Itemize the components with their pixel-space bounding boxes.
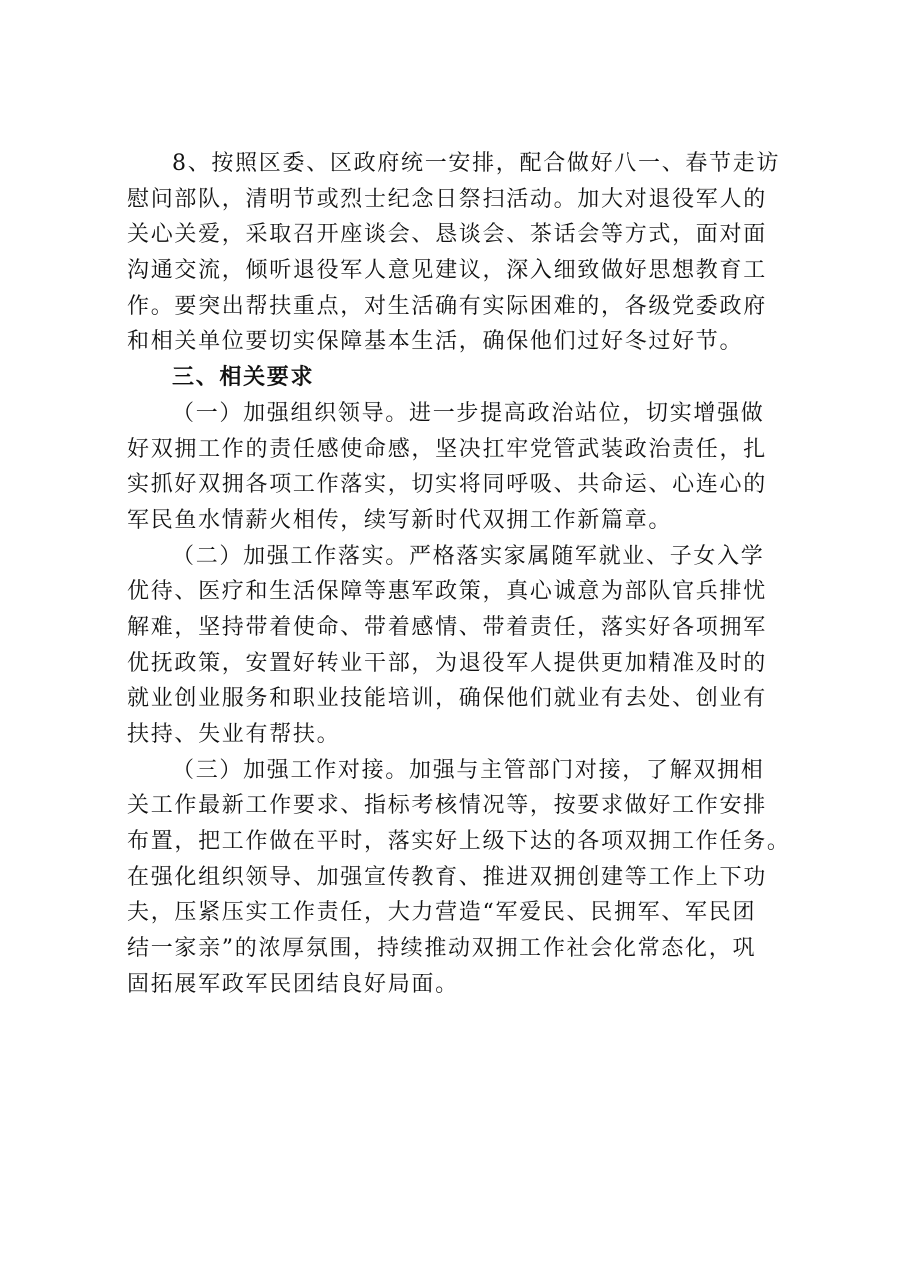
section-heading xyxy=(172,360,772,396)
section-heading-text: 三、相关要求 xyxy=(172,365,315,391)
document-body xyxy=(127,146,791,1003)
text-line: （一）加强组织领导。进一步提高政治站位，切实增强做 xyxy=(172,400,765,426)
text-line: 在强化组织领导、加强宣传教育、推进双拥创建等工作上下功 xyxy=(127,864,767,890)
text-line: 实抓好双拥各项工作落实，切实将同呼吸、共命运、心连心的 xyxy=(127,472,767,498)
text-line: 好双拥工作的责任感使命感，坚决扛牢党管武装政治责任，扎 xyxy=(127,436,767,462)
paragraph-item-8 xyxy=(127,146,781,360)
text-line: 关心关爱，采取召开座谈会、恳谈会、茶话会等方式，面对面 xyxy=(127,222,767,248)
text-line: 优待、医疗和生活保障等惠军政策，真心诚意为部队官兵排忧 xyxy=(127,579,767,605)
text-line: 优抚政策，安置好转业干部，为退役军人提供更加精准及时的 xyxy=(127,650,767,676)
text-line: （三）加强工作对接。加强与主管部门对接，了解双拥相 xyxy=(172,757,765,783)
text-line: （二）加强工作落实。严格落实家属随军就业、子女入学 xyxy=(172,543,765,569)
text-line: 结一家亲”的浓厚氛围，持续推动双拥工作社会化常态化，巩 xyxy=(127,936,757,962)
paragraph-requirement-2 xyxy=(127,539,772,753)
text-line: 作。要突出帮扶重点，对生活确有实际困难的，各级党委政府 xyxy=(127,293,767,319)
text-line: 解难，坚持带着使命、带着感情、带着责任，落实好各项拥军 xyxy=(127,614,767,640)
text-line: 就业创业服务和职业技能培训，确保他们就业有去处、创业有 xyxy=(127,686,767,712)
paragraph-requirement-1 xyxy=(127,396,772,539)
text-line: 夫，压紧压实工作责任，大力营造“军爱民、民拥军、军民团 xyxy=(127,900,757,926)
text-line: 扶持、失业有帮扶。 xyxy=(127,722,341,747)
text-line: 布置，把工作做在平时，落实好上级下达的各项双拥工作任务。 xyxy=(127,829,791,855)
text-line: 关工作最新工作要求、指标考核情况等，按要求做好工作安排 xyxy=(127,793,767,819)
text-line: 8、按照区委、区政府统一安排，配合做好八一、春节走访 xyxy=(172,151,781,176)
paragraph-requirement-3 xyxy=(127,753,791,1003)
text-line: 军民鱼水情薪火相传，续写新时代双拥工作新篇章。 xyxy=(127,507,673,533)
text-line: 沟通交流，倾听退役军人意见建议，深入细致做好思想教育工 xyxy=(127,258,767,284)
text-line: 和相关单位要切实保障基本生活，确保他们过好冬过好节。 xyxy=(127,329,744,355)
text-line: 固拓展军政军民团结良好局面。 xyxy=(127,971,459,997)
text-line: 慰问部队，清明节或烈士纪念日祭扫活动。加大对退役军人的 xyxy=(127,186,767,212)
